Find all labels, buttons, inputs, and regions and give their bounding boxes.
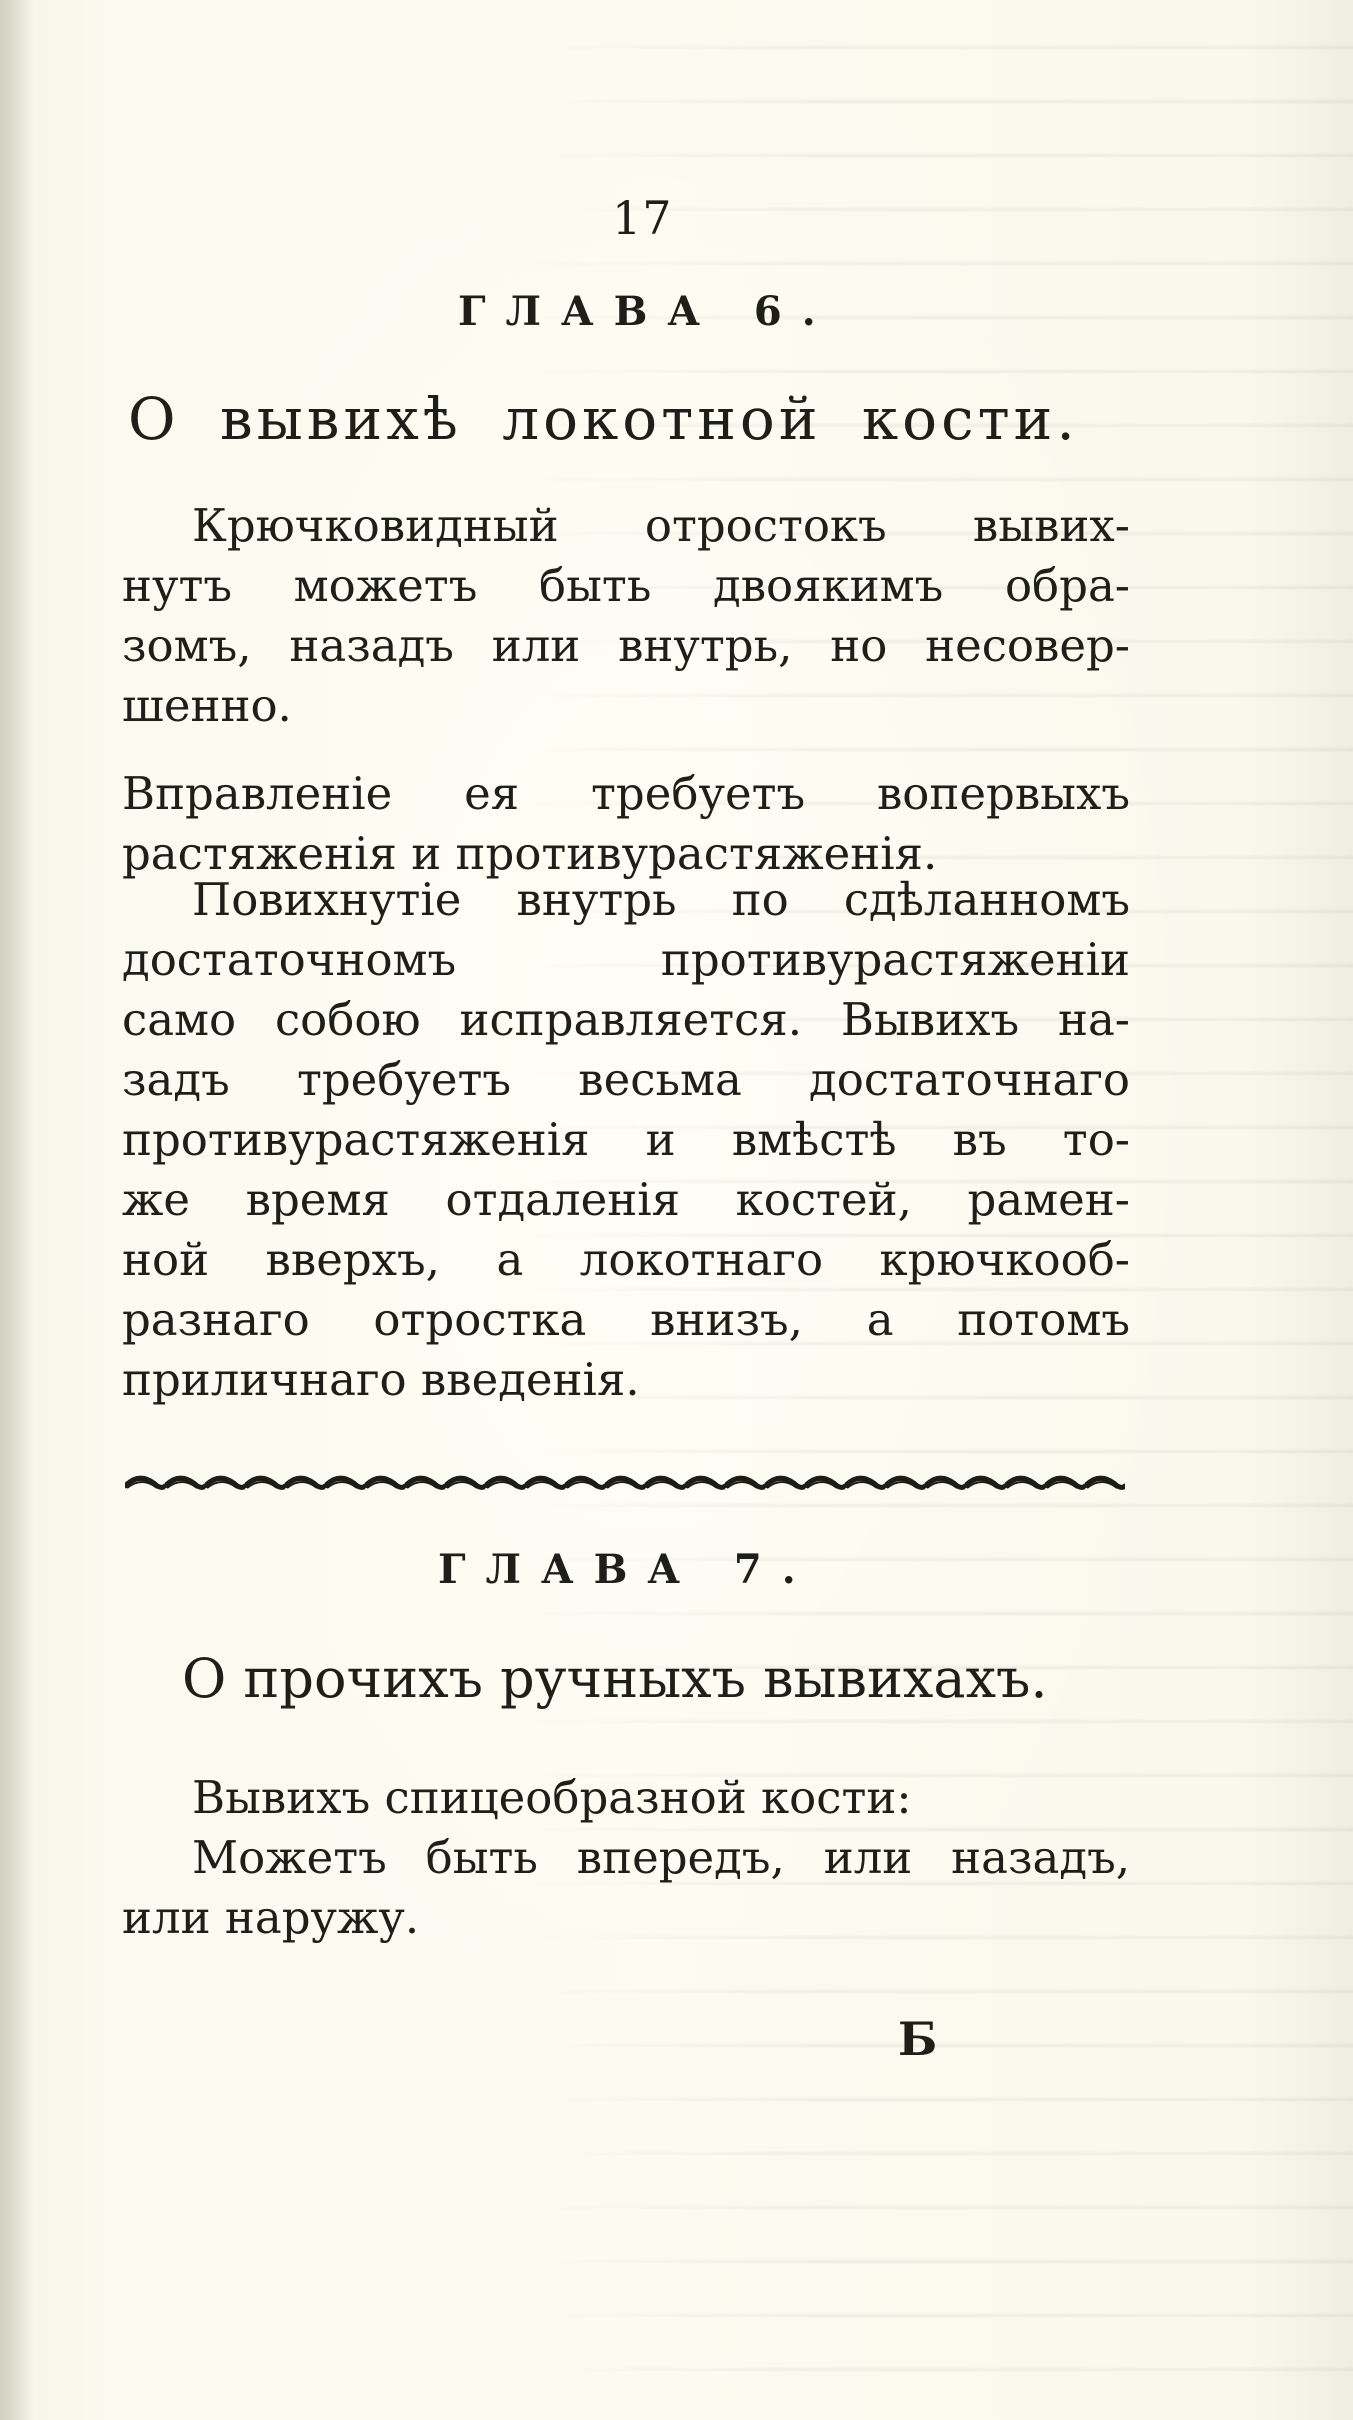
signature-mark: Б	[898, 2012, 938, 2066]
chapter-6-paragraph-3	[122, 870, 1130, 1410]
chapter-7-title: О прочихъ ручныхъ вывихахъ.	[182, 1647, 1048, 1710]
text-line: ной вверхъ, а локотнаго крючкооб-	[122, 1233, 1130, 1286]
chapter-6-paragraph-1	[122, 496, 1130, 736]
page-number: 17	[612, 191, 673, 245]
chapter-6-heading: ГЛАВА 6.	[458, 288, 836, 335]
chapter-7-paragraph-2	[122, 1828, 1130, 1948]
text-line: Можетъ быть впередъ, или назадъ,	[192, 1831, 1130, 1884]
text-line: достаточномъ противурастяженіи	[122, 933, 1130, 986]
text-line: растяженія и противурастяженія.	[122, 827, 938, 880]
spine-shadow	[0, 0, 34, 2420]
text-line: Повихнутіе внутрь по сдѣланномъ	[192, 873, 1130, 926]
chapter-7-heading: ГЛАВА 7.	[438, 1546, 816, 1593]
text-line: Вывихъ спицеобразной кости:	[192, 1771, 912, 1824]
text-line: противурастяженія и вмѣстѣ въ то-	[122, 1113, 1130, 1166]
text-line: шенно.	[122, 679, 292, 732]
ornamental-divider	[125, 1468, 1125, 1498]
chapter-7-paragraph-1	[122, 1768, 1130, 1828]
text-line: или наружу.	[122, 1891, 420, 1944]
text-line: же время отдаленія костей, рамен-	[122, 1173, 1130, 1226]
text-line: нутъ можетъ быть двоякимъ обра-	[122, 559, 1130, 612]
text-line: зомъ, назадъ или внутрь, но несовер-	[122, 619, 1130, 672]
text-line: Вправленіе ея требуетъ вопервыхъ	[122, 767, 1130, 820]
chapter-6-title: О вывихѣ локотной кости.	[128, 385, 1079, 453]
text-line: приличнаго введенія.	[122, 1353, 640, 1406]
text-line: Крючковидный отростокъ вывих-	[192, 499, 1130, 552]
text-line: само собою исправляется. Вывихъ на-	[122, 993, 1130, 1046]
text-line: задъ требуетъ весьма достаточнаго	[122, 1053, 1130, 1106]
chapter-6-paragraph-2	[122, 764, 1130, 884]
text-line: разнаго отростка внизъ, а потомъ	[122, 1293, 1130, 1346]
